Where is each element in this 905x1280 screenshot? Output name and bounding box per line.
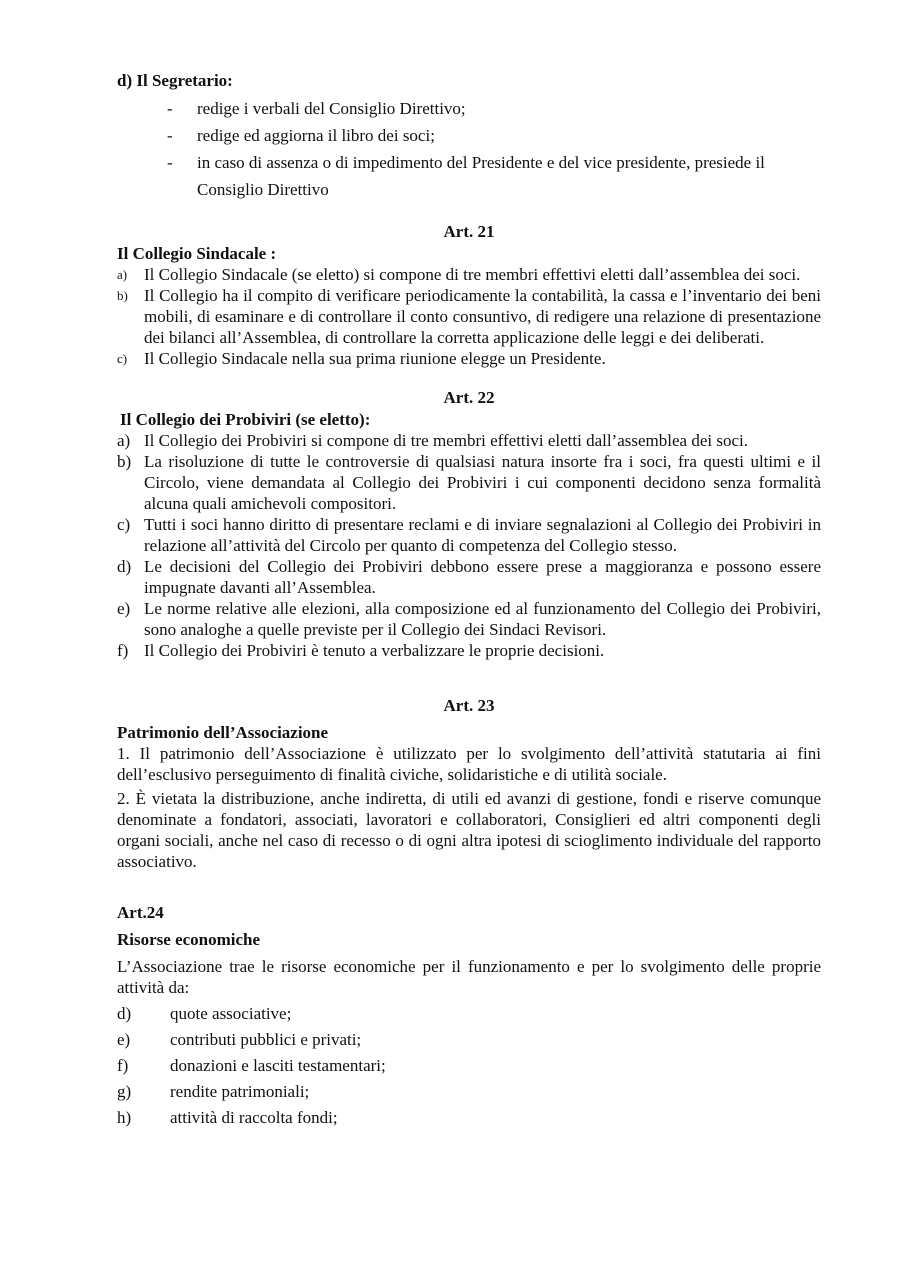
art21-item <box>117 348 821 369</box>
segretario-item <box>117 149 821 203</box>
art24-item <box>117 1001 821 1027</box>
document-page <box>117 70 821 1131</box>
item-letter: e) <box>117 599 131 618</box>
art22-section <box>117 387 821 661</box>
item-text: Il Collegio ha il compito di verificare periodicamente la contabilità, la cassa e l’inventario dei beni mobili, di esaminare e di controllare il conto consuntivo, di redigere una relazione di presentazione dei bilanci all’Assemblea, di controllare la corretta applicazione delle leggi e dei deliberati. <box>144 286 821 347</box>
art24-subtitle: Risorse economiche <box>117 930 261 949</box>
segretario-item-text: in caso di assenza o di impedimento del Presidente e del vice presidente, presiede il Consiglio Direttivo <box>197 153 765 199</box>
art21-subtitle: Il Collegio Sindacale : <box>117 244 277 263</box>
art24-item <box>117 1079 821 1105</box>
art24-item <box>117 1027 821 1053</box>
art22-item <box>117 640 821 661</box>
art24-intro: L’Associazione trae le risorse economiche per il funzionamento e per lo svolgimento delle proprie attività da: <box>117 957 821 997</box>
item-text: attività di raccolta fondi; <box>170 1108 338 1127</box>
art21-section <box>117 221 821 369</box>
segretario-title: d) Il Segretario: <box>117 71 233 90</box>
art21-item <box>117 264 821 285</box>
art24-item <box>117 1105 821 1131</box>
item-letter: d) <box>117 1004 132 1023</box>
dash-marker: - <box>167 126 173 145</box>
item-letter: g) <box>117 1082 132 1101</box>
segretario-item-text: redige ed aggiorna il libro dei soci; <box>197 126 435 145</box>
art24-heading: Art.24 <box>117 903 164 922</box>
segretario-item-text: redige i verbali del Consiglio Direttivo; <box>197 99 466 118</box>
art23-paragraph-2: 2. È vietata la distribuzione, anche indiretta, di utili ed avanzi di gestione, fondi e riserve comunque denominate a fondatori, associati, lavoratori e collaboratori, Consiglieri ed altri componenti degli organi sociali, anche nel caso di recesso o di ogni altra ipotesi di scioglimento individuale del rapporto associativo. <box>117 789 821 871</box>
art22-item <box>117 598 821 640</box>
item-letter: f) <box>117 641 129 660</box>
art22-item <box>117 556 821 598</box>
item-letter: h) <box>117 1108 132 1127</box>
item-text: donazioni e lasciti testamentari; <box>170 1056 386 1075</box>
art22-item <box>117 514 821 556</box>
art23-paragraph-1: 1. Il patrimonio dell’Associazione è utilizzato per lo svolgimento dell’attività statutaria ai fini dell’esclusivo perseguimento di finalità civiche, solidaristiche e di utilità sociale. <box>117 744 821 784</box>
item-text: Tutti i soci hanno diritto di presentare reclami e di inviare segnalazioni al Collegio dei Probiviri in relazione all’attività del Circolo per quanto di competenza del Collegio stesso. <box>144 515 821 555</box>
item-text: rendite patrimoniali; <box>170 1082 310 1101</box>
item-text: contributi pubblici e privati; <box>170 1030 362 1049</box>
item-text: Il Collegio Sindacale nella sua prima riunione elegge un Presidente. <box>144 349 606 368</box>
art22-item <box>117 430 821 451</box>
item-text: quote associative; <box>170 1004 292 1023</box>
art22-heading: Art. 22 <box>443 388 495 407</box>
art24-section <box>117 902 821 1131</box>
item-text: Le norme relative alle elezioni, alla composizione ed al funzionamento del Collegio dei Probiviri, sono analoghe a quelle previste per il Collegio dei Sindaci Revisori. <box>144 599 821 639</box>
art23-subtitle: Patrimonio dell’Associazione <box>117 723 329 742</box>
item-letter: f) <box>117 1056 129 1075</box>
segretario-item <box>117 122 821 149</box>
art24-item <box>117 1053 821 1079</box>
dash-marker: - <box>167 99 173 118</box>
item-text: Il Collegio Sindacale (se eletto) si compone di tre membri effettivi eletti dall’assemblea dei soci. <box>144 265 801 284</box>
item-text: Le decisioni del Collegio dei Probiviri debbono essere prese a maggioranza e possono essere impugnate davanti all’Assemblea. <box>144 557 821 597</box>
item-letter: d) <box>117 557 132 576</box>
art23-section <box>117 695 821 872</box>
art21-item <box>117 285 821 348</box>
art21-heading: Art. 21 <box>443 222 495 241</box>
segretario-item <box>117 95 821 122</box>
art22-item <box>117 451 821 514</box>
item-letter: c) <box>117 515 131 534</box>
art23-heading: Art. 23 <box>443 696 495 715</box>
item-letter: a) <box>117 431 131 450</box>
dash-marker: - <box>167 153 173 172</box>
item-text: La risoluzione di tutte le controversie di qualsiasi natura insorte fra i soci, fra questi ultimi e il Circolo, viene demandata al Collegio dei Probiviri i cui componenti decidono senza formalità alcuna quali amichevoli compositori. <box>144 452 821 513</box>
item-letter: b) <box>117 452 132 471</box>
segretario-section <box>117 70 821 203</box>
item-text: Il Collegio dei Probiviri è tenuto a verbalizzare le proprie decisioni. <box>144 641 605 660</box>
item-letter: a) <box>117 267 128 282</box>
item-letter: c) <box>117 351 128 366</box>
item-letter: e) <box>117 1030 131 1049</box>
item-letter: b) <box>117 288 128 303</box>
item-text: Il Collegio dei Probiviri si compone di tre membri effettivi eletti dall’assemblea dei soci. <box>144 431 748 450</box>
art22-subtitle: Il Collegio dei Probiviri (se eletto): <box>120 410 371 429</box>
